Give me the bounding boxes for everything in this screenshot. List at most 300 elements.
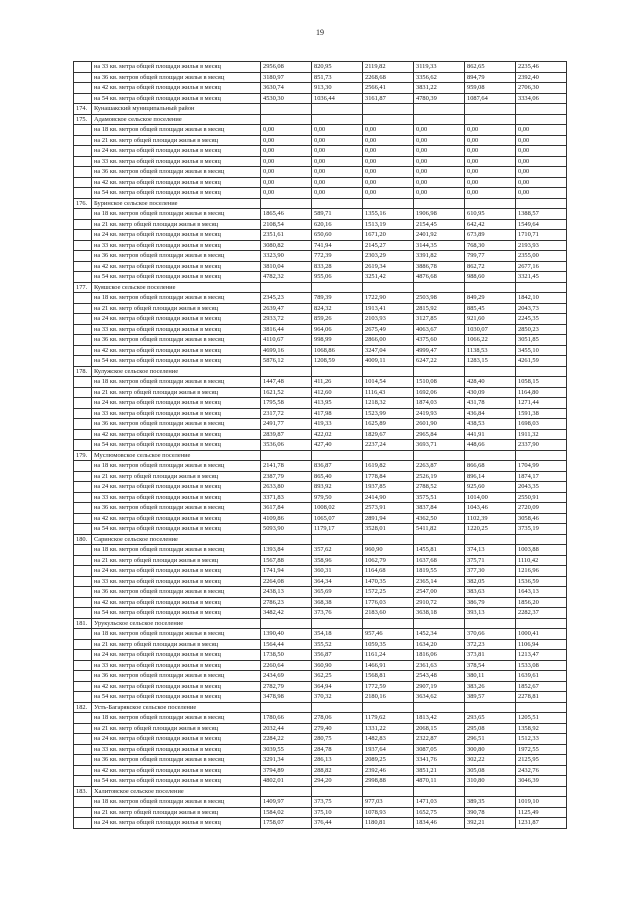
row-label: на 36 кв. метров общей площади жилья в месяц xyxy=(92,671,261,682)
empty-cell xyxy=(414,534,465,545)
value-cell: 4802,01 xyxy=(261,776,312,787)
row-label: на 18 кв. метров общей площади жилья в месяц xyxy=(92,629,261,640)
value-cell: 1388,57 xyxy=(516,209,567,220)
empty-cell xyxy=(516,786,567,797)
row-index-cell xyxy=(74,723,92,734)
value-cell: 0,00 xyxy=(516,177,567,188)
value-cell: 988,60 xyxy=(465,272,516,283)
value-cell: 3119,33 xyxy=(414,62,465,73)
value-cell: 3291,34 xyxy=(261,755,312,766)
value-cell: 2566,41 xyxy=(363,83,414,94)
value-cell: 392,21 xyxy=(465,818,516,829)
table-row xyxy=(74,713,567,724)
value-cell: 2419,93 xyxy=(414,408,465,419)
value-cell: 1829,67 xyxy=(363,429,414,440)
empty-cell xyxy=(516,114,567,125)
row-index-cell xyxy=(74,807,92,818)
empty-cell xyxy=(363,366,414,377)
value-cell: 866,68 xyxy=(465,461,516,472)
table-row xyxy=(74,492,567,503)
value-cell: 4375,60 xyxy=(414,335,465,346)
empty-cell xyxy=(261,114,312,125)
value-cell: 2351,61 xyxy=(261,230,312,241)
table-row xyxy=(74,419,567,430)
empty-cell xyxy=(414,104,465,115)
empty-cell xyxy=(465,282,516,293)
value-cell: 0,00 xyxy=(312,156,363,167)
section-number: 177. xyxy=(74,282,92,293)
table-row xyxy=(74,461,567,472)
value-cell: 2032,44 xyxy=(261,723,312,734)
value-cell: 1778,84 xyxy=(363,471,414,482)
empty-cell xyxy=(261,702,312,713)
section-number: 183. xyxy=(74,786,92,797)
row-index-cell xyxy=(74,587,92,598)
value-cell: 2260,64 xyxy=(261,660,312,671)
value-cell: 0,00 xyxy=(516,167,567,178)
value-cell: 2720,09 xyxy=(516,503,567,514)
row-index-cell xyxy=(74,776,92,787)
value-cell: 365,69 xyxy=(312,587,363,598)
value-cell: 2365,14 xyxy=(414,576,465,587)
value-cell: 1000,41 xyxy=(516,629,567,640)
value-cell: 741,94 xyxy=(312,240,363,251)
table-row xyxy=(74,765,567,776)
value-cell: 1619,82 xyxy=(363,461,414,472)
value-cell: 2839,87 xyxy=(261,429,312,440)
value-cell: 2322,87 xyxy=(414,734,465,745)
value-cell: 893,92 xyxy=(312,482,363,493)
value-cell: 4699,16 xyxy=(261,345,312,356)
value-cell: 296,51 xyxy=(465,734,516,745)
value-cell: 295,08 xyxy=(465,723,516,734)
empty-cell xyxy=(312,198,363,209)
empty-cell xyxy=(312,618,363,629)
value-cell: 4110,67 xyxy=(261,335,312,346)
value-cell: 1813,42 xyxy=(414,713,465,724)
table-row xyxy=(74,818,567,829)
value-cell: 1331,22 xyxy=(363,723,414,734)
value-cell: 4362,50 xyxy=(414,513,465,524)
value-cell: 1043,46 xyxy=(465,503,516,514)
value-cell: 2355,00 xyxy=(516,251,567,262)
value-cell: 1819,55 xyxy=(414,566,465,577)
value-cell: 279,40 xyxy=(312,723,363,734)
value-cell: 1852,67 xyxy=(516,681,567,692)
value-cell: 2998,88 xyxy=(363,776,414,787)
value-cell: 2503,98 xyxy=(414,293,465,304)
table-row xyxy=(74,324,567,335)
value-cell: 1758,07 xyxy=(261,818,312,829)
table-row xyxy=(74,797,567,808)
value-cell: 3851,21 xyxy=(414,765,465,776)
table-row xyxy=(74,555,567,566)
table-row xyxy=(74,566,567,577)
value-cell: 412,60 xyxy=(312,387,363,398)
value-cell: 0,00 xyxy=(516,156,567,167)
value-cell: 362,25 xyxy=(312,671,363,682)
empty-cell xyxy=(516,366,567,377)
value-cell: 1913,41 xyxy=(363,303,414,314)
row-label: на 18 кв. метров общей площади жилья в месяц xyxy=(92,377,261,388)
row-label: на 36 кв. метров общей площади жилья в месяц xyxy=(92,755,261,766)
value-cell: 2933,72 xyxy=(261,314,312,325)
value-cell: 383,63 xyxy=(465,587,516,598)
value-cell: 1568,81 xyxy=(363,671,414,682)
value-cell: 0,00 xyxy=(465,135,516,146)
value-cell: 1358,92 xyxy=(516,723,567,734)
row-index-cell xyxy=(74,755,92,766)
value-cell: 4876,68 xyxy=(414,272,465,283)
value-cell: 2145,27 xyxy=(363,240,414,251)
section-number: 180. xyxy=(74,534,92,545)
value-cell: 3247,04 xyxy=(363,345,414,356)
value-cell: 1271,44 xyxy=(516,398,567,409)
empty-cell xyxy=(465,786,516,797)
table-row xyxy=(74,608,567,619)
value-cell: 3536,06 xyxy=(261,440,312,451)
row-label: на 33 кв. метра общей площади жилья в месяц xyxy=(92,240,261,251)
value-cell: 1780,66 xyxy=(261,713,312,724)
value-cell: 2235,46 xyxy=(516,62,567,73)
table-row xyxy=(74,251,567,262)
row-label: на 21 кв. метр общей площади жилья в месяц xyxy=(92,219,261,230)
empty-cell xyxy=(261,618,312,629)
section-title: Куяшское сельское поселение xyxy=(92,282,261,293)
value-cell: 894,79 xyxy=(465,72,516,83)
section-title: Саринское сельское поселение xyxy=(92,534,261,545)
value-cell: 0,00 xyxy=(414,177,465,188)
table-row xyxy=(74,272,567,283)
row-index-cell xyxy=(74,545,92,556)
value-cell: 2639,47 xyxy=(261,303,312,314)
value-cell: 960,90 xyxy=(363,545,414,556)
value-cell: 370,32 xyxy=(312,692,363,703)
row-label: на 18 кв. метров общей площади жилья в месяц xyxy=(92,545,261,556)
value-cell: 1058,15 xyxy=(516,377,567,388)
value-cell: 820,95 xyxy=(312,62,363,73)
row-index-cell xyxy=(74,524,92,535)
empty-cell xyxy=(414,450,465,461)
value-cell: 2303,29 xyxy=(363,251,414,262)
value-cell: 382,05 xyxy=(465,576,516,587)
value-cell: 1816,06 xyxy=(414,650,465,661)
value-cell: 0,00 xyxy=(516,135,567,146)
value-cell: 3144,35 xyxy=(414,240,465,251)
section-row xyxy=(74,702,567,713)
value-cell: 1447,48 xyxy=(261,377,312,388)
row-index-cell xyxy=(74,314,92,325)
table-row xyxy=(74,744,567,755)
section-number: 174. xyxy=(74,104,92,115)
empty-cell xyxy=(465,702,516,713)
value-cell: 354,18 xyxy=(312,629,363,640)
value-cell: 3794,89 xyxy=(261,765,312,776)
table-row xyxy=(74,146,567,157)
table-row xyxy=(74,755,567,766)
row-index-cell xyxy=(74,93,92,104)
value-cell: 389,35 xyxy=(465,797,516,808)
value-cell: 0,00 xyxy=(414,146,465,157)
value-cell: 0,00 xyxy=(312,177,363,188)
value-cell: 2788,52 xyxy=(414,482,465,493)
table-row xyxy=(74,692,567,703)
empty-cell xyxy=(414,282,465,293)
value-cell: 4109,86 xyxy=(261,513,312,524)
value-cell: 610,95 xyxy=(465,209,516,220)
value-cell: 0,00 xyxy=(414,125,465,136)
row-index-cell xyxy=(74,440,92,451)
value-cell: 1452,34 xyxy=(414,629,465,640)
value-cell: 1036,44 xyxy=(312,93,363,104)
value-cell: 620,16 xyxy=(312,219,363,230)
empty-cell xyxy=(261,450,312,461)
value-cell: 3735,19 xyxy=(516,524,567,535)
row-index-cell xyxy=(74,209,92,220)
value-cell: 2141,78 xyxy=(261,461,312,472)
value-cell: 302,22 xyxy=(465,755,516,766)
value-cell: 1513,19 xyxy=(363,219,414,230)
value-cell: 650,60 xyxy=(312,230,363,241)
section-title: Буринское сельское поселение xyxy=(92,198,261,209)
value-cell: 441,91 xyxy=(465,429,516,440)
value-cell: 3341,76 xyxy=(414,755,465,766)
row-label: на 36 кв. метров общей площади жилья в месяц xyxy=(92,503,261,514)
empty-cell xyxy=(363,618,414,629)
row-label: на 24 кв. метра общей площади жилья в месяц xyxy=(92,818,261,829)
row-label: на 36 кв. метров общей площади жилья в месяц xyxy=(92,419,261,430)
value-cell: 1842,10 xyxy=(516,293,567,304)
value-cell: 1776,03 xyxy=(363,597,414,608)
value-cell: 278,06 xyxy=(312,713,363,724)
value-cell: 0,00 xyxy=(312,125,363,136)
empty-cell xyxy=(516,702,567,713)
value-cell: 3087,05 xyxy=(414,744,465,755)
value-cell: 430,09 xyxy=(465,387,516,398)
value-cell: 448,66 xyxy=(465,440,516,451)
value-cell: 280,75 xyxy=(312,734,363,745)
value-cell: 0,00 xyxy=(312,188,363,199)
value-cell: 358,96 xyxy=(312,555,363,566)
table-row xyxy=(74,62,567,73)
value-cell: 310,80 xyxy=(465,776,516,787)
value-cell: 1937,85 xyxy=(363,482,414,493)
empty-cell xyxy=(363,114,414,125)
row-index-cell xyxy=(74,156,92,167)
value-cell: 3478,98 xyxy=(261,692,312,703)
empty-cell xyxy=(312,114,363,125)
row-label: на 21 кв. метр общей площади жилья в месяц xyxy=(92,471,261,482)
tariff-table xyxy=(73,61,567,829)
table-row xyxy=(74,440,567,451)
value-cell: 1639,61 xyxy=(516,671,567,682)
value-cell: 642,42 xyxy=(465,219,516,230)
empty-cell xyxy=(363,786,414,797)
value-cell: 2891,94 xyxy=(363,513,414,524)
row-index-cell xyxy=(74,660,92,671)
row-label: на 18 кв. метров общей площади жилья в месяц xyxy=(92,461,261,472)
row-index-cell xyxy=(74,692,92,703)
value-cell: 360,90 xyxy=(312,660,363,671)
row-index-cell xyxy=(74,608,92,619)
value-cell: 1179,62 xyxy=(363,713,414,724)
table-row xyxy=(74,503,567,514)
value-cell: 1220,25 xyxy=(465,524,516,535)
value-cell: 1161,24 xyxy=(363,650,414,661)
value-cell: 2850,23 xyxy=(516,324,567,335)
value-cell: 419,33 xyxy=(312,419,363,430)
value-cell: 300,80 xyxy=(465,744,516,755)
value-cell: 1390,40 xyxy=(261,629,312,640)
row-label: на 33 кв. метра общей площади жилья в месяц xyxy=(92,492,261,503)
value-cell: 2183,60 xyxy=(363,608,414,619)
empty-cell xyxy=(312,786,363,797)
value-cell: 1710,71 xyxy=(516,230,567,241)
value-cell: 411,26 xyxy=(312,377,363,388)
value-cell: 293,65 xyxy=(465,713,516,724)
value-cell: 1536,59 xyxy=(516,576,567,587)
value-cell: 0,00 xyxy=(516,146,567,157)
value-cell: 3455,10 xyxy=(516,345,567,356)
row-label: на 36 кв. метров общей площади жилья в месяц xyxy=(92,251,261,262)
value-cell: 2601,90 xyxy=(414,419,465,430)
value-cell: 2278,81 xyxy=(516,692,567,703)
value-cell: 0,00 xyxy=(465,156,516,167)
row-index-cell xyxy=(74,797,92,808)
table-row xyxy=(74,471,567,482)
table-row xyxy=(74,345,567,356)
value-cell: 428,40 xyxy=(465,377,516,388)
section-title: Халитовское сельское поселение xyxy=(92,786,261,797)
value-cell: 0,00 xyxy=(414,167,465,178)
empty-cell xyxy=(312,534,363,545)
row-index-cell xyxy=(74,303,92,314)
value-cell: 2401,92 xyxy=(414,230,465,241)
value-cell: 0,00 xyxy=(261,188,312,199)
value-cell: 0,00 xyxy=(414,188,465,199)
value-cell: 1722,90 xyxy=(363,293,414,304)
value-cell: 1549,64 xyxy=(516,219,567,230)
value-cell: 2154,45 xyxy=(414,219,465,230)
value-cell: 1393,84 xyxy=(261,545,312,556)
row-index-cell xyxy=(74,482,92,493)
value-cell: 2125,95 xyxy=(516,755,567,766)
table-row xyxy=(74,261,567,272)
row-index-cell xyxy=(74,671,92,682)
value-cell: 2434,69 xyxy=(261,671,312,682)
row-index-cell xyxy=(74,72,92,83)
value-cell: 2089,25 xyxy=(363,755,414,766)
value-cell: 1066,22 xyxy=(465,335,516,346)
value-cell: 3323,90 xyxy=(261,251,312,262)
value-cell: 2956,08 xyxy=(261,62,312,73)
empty-cell xyxy=(516,534,567,545)
value-cell: 2633,80 xyxy=(261,482,312,493)
table-row xyxy=(74,293,567,304)
value-cell: 0,00 xyxy=(363,177,414,188)
row-index-cell xyxy=(74,492,92,503)
row-label: на 42 кв. метра общей площади жилья в месяц xyxy=(92,429,261,440)
value-cell: 1692,06 xyxy=(414,387,465,398)
value-cell: 1164,80 xyxy=(516,387,567,398)
value-cell: 2910,72 xyxy=(414,597,465,608)
row-index-cell xyxy=(74,650,92,661)
value-cell: 851,73 xyxy=(312,72,363,83)
section-row xyxy=(74,786,567,797)
empty-cell xyxy=(516,198,567,209)
value-cell: 1482,83 xyxy=(363,734,414,745)
value-cell: 1059,35 xyxy=(363,639,414,650)
value-cell: 0,00 xyxy=(261,135,312,146)
row-label: на 33 кв. метра общей площади жилья в месяц xyxy=(92,660,261,671)
row-label: на 54 кв. метра общей площади жилья в месяц xyxy=(92,356,261,367)
value-cell: 378,54 xyxy=(465,660,516,671)
value-cell: 357,62 xyxy=(312,545,363,556)
value-cell: 375,10 xyxy=(312,807,363,818)
value-cell: 4261,59 xyxy=(516,356,567,367)
value-cell: 1637,68 xyxy=(414,555,465,566)
table-row xyxy=(74,597,567,608)
empty-cell xyxy=(465,198,516,209)
row-index-cell xyxy=(74,177,92,188)
row-index-cell xyxy=(74,461,92,472)
value-cell: 1874,17 xyxy=(516,471,567,482)
value-cell: 3391,82 xyxy=(414,251,465,262)
value-cell: 6247,22 xyxy=(414,356,465,367)
value-cell: 0,00 xyxy=(312,146,363,157)
row-label: на 33 кв. метра общей площади жилья в месяц xyxy=(92,408,261,419)
empty-cell xyxy=(516,618,567,629)
row-label: на 24 кв. метра общей площади жилья в месяц xyxy=(92,650,261,661)
table-row xyxy=(74,188,567,199)
row-label: на 21 кв. метр общей площади жилья в месяц xyxy=(92,807,261,818)
row-label: на 24 кв. метра общей площади жилья в месяц xyxy=(92,230,261,241)
value-cell: 0,00 xyxy=(465,146,516,157)
value-cell: 1218,32 xyxy=(363,398,414,409)
row-label: на 24 кв. метра общей площади жилья в месяц xyxy=(92,146,261,157)
value-cell: 862,65 xyxy=(465,62,516,73)
value-cell: 1455,81 xyxy=(414,545,465,556)
row-label: на 36 кв. метров общей площади жилья в месяц xyxy=(92,72,261,83)
value-cell: 2119,82 xyxy=(363,62,414,73)
empty-cell xyxy=(363,104,414,115)
row-label: на 42 кв. метра общей площади жилья в месяц xyxy=(92,261,261,272)
table-row xyxy=(74,587,567,598)
value-cell: 0,00 xyxy=(363,167,414,178)
value-cell: 1533,08 xyxy=(516,660,567,671)
empty-cell xyxy=(261,786,312,797)
table-row xyxy=(74,660,567,671)
value-cell: 373,75 xyxy=(312,797,363,808)
row-label: на 24 кв. метра общей площади жилья в месяц xyxy=(92,566,261,577)
value-cell: 389,57 xyxy=(465,692,516,703)
row-index-cell xyxy=(74,62,92,73)
value-cell: 768,30 xyxy=(465,240,516,251)
table-row xyxy=(74,335,567,346)
empty-cell xyxy=(414,786,465,797)
empty-cell xyxy=(261,534,312,545)
section-row xyxy=(74,114,567,125)
value-cell: 373,76 xyxy=(312,608,363,619)
value-cell: 5411,82 xyxy=(414,524,465,535)
empty-cell xyxy=(261,104,312,115)
value-cell: 2526,19 xyxy=(414,471,465,482)
value-cell: 0,00 xyxy=(312,135,363,146)
row-label: на 24 кв. метра общей площади жилья в месяц xyxy=(92,314,261,325)
value-cell: 1972,55 xyxy=(516,744,567,755)
value-cell: 386,79 xyxy=(465,597,516,608)
value-cell: 3356,62 xyxy=(414,72,465,83)
